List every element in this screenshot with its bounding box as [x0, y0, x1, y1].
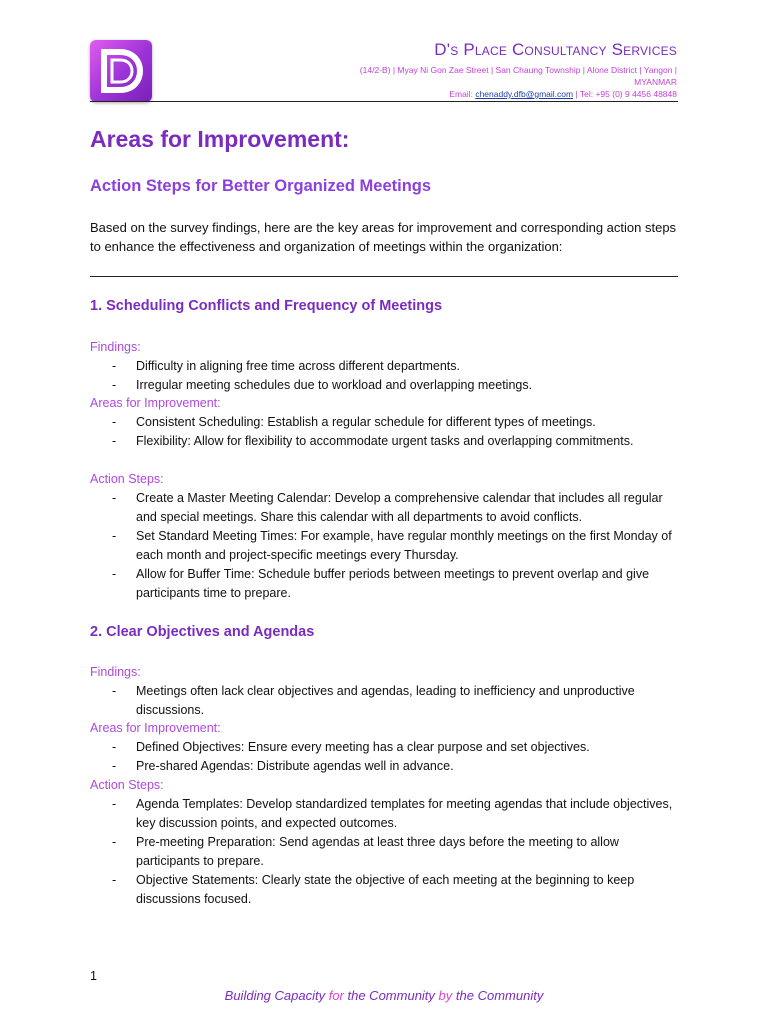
dash-bullet: -	[112, 740, 117, 754]
intro-paragraph: Based on the survey findings, here are the key areas for improvement and corresponding action steps to enhance the effectiveness and organization of meetings within the organization:	[90, 220, 677, 254]
section-heading: 1. Scheduling Conflicts and Frequency of Meetings	[90, 298, 443, 314]
list-item	[90, 489, 682, 527]
findings-label: Findings:	[90, 340, 141, 354]
list-item	[90, 376, 682, 395]
list-item-text: Difficulty in aligning free time across different departments.	[136, 359, 460, 373]
action-steps-label: Action Steps:	[90, 778, 164, 792]
dash-bullet: -	[112, 434, 117, 448]
action-steps-list	[90, 795, 682, 909]
dash-bullet: -	[112, 529, 117, 543]
findings-label: Findings:	[90, 665, 141, 679]
dash-bullet: -	[112, 359, 117, 373]
footer-tagline	[0, 988, 768, 1003]
telephone: | Tel: +95 (0) 9 4456 48848	[573, 89, 677, 99]
dash-bullet: -	[112, 684, 117, 698]
areas-label: Areas for Improvement:	[90, 396, 221, 410]
organization-name: D's Place Consultancy Services	[434, 40, 677, 59]
list-item-text: Allow for Buffer Time: Schedule buffer periods between meetings to prevent overlap and give participants time to prepare.	[136, 567, 650, 600]
footer-text: the Community	[452, 988, 544, 1003]
header-divider	[90, 101, 678, 102]
company-logo	[90, 40, 152, 102]
list-item-text: Flexibility: Allow for flexibility to accommodate urgent tasks and overlapping commitments.	[136, 434, 634, 448]
list-item	[90, 833, 682, 871]
section-heading: 2. Clear Objectives and Agendas	[90, 624, 315, 640]
list-item	[90, 757, 682, 776]
areas-label: Areas for Improvement:	[90, 721, 221, 735]
findings-list	[90, 682, 682, 720]
areas-list	[90, 413, 682, 451]
page-title: Areas for Improvement:	[90, 126, 350, 152]
dash-bullet: -	[112, 415, 117, 429]
list-item-text: Defined Objectives: Ensure every meeting has a clear purpose and set objectives.	[136, 740, 590, 754]
list-item	[90, 357, 682, 376]
email-link[interactable]: chenaddy.dfb@gmail.com	[475, 89, 574, 99]
list-item-text: Set Standard Meeting Times: For example, have regular monthly meetings on the first Monday of each month and project-specific meetings every Thursday.	[136, 529, 672, 562]
footer-text: Building Capacity	[224, 988, 329, 1003]
dash-bullet: -	[112, 797, 117, 811]
footer-highlight: by	[438, 988, 453, 1003]
organization-info	[357, 40, 677, 100]
action-steps-label: Action Steps:	[90, 472, 164, 486]
dash-bullet: -	[112, 378, 117, 392]
dash-bullet: -	[112, 873, 117, 887]
email-label: Email:	[449, 89, 473, 99]
list-item-text: Pre-meeting Preparation: Send agendas at least three days before the meeting to allow participants to prepare.	[136, 835, 619, 868]
page-number: 1	[90, 969, 97, 983]
list-item-text: Agenda Templates: Develop standardized templates for meeting agendas that include objectives, key discussion points, and expected outcomes.	[136, 797, 673, 830]
organization-contact	[357, 88, 677, 100]
dash-bullet: -	[112, 491, 117, 505]
list-item-text: Meetings often lack clear objectives and agendas, leading to inefficiency and unproductive discussions.	[136, 684, 635, 717]
list-item	[90, 565, 682, 603]
section-divider	[90, 276, 678, 277]
list-item	[90, 527, 682, 565]
list-item	[90, 871, 682, 909]
areas-list	[90, 738, 682, 776]
footer-highlight: for	[328, 988, 344, 1003]
dash-bullet: -	[112, 759, 117, 773]
list-item	[90, 432, 682, 451]
list-item-text: Consistent Scheduling: Establish a regular schedule for different types of meetings.	[136, 415, 596, 429]
footer-text: the Community	[343, 988, 439, 1003]
dash-bullet: -	[112, 835, 117, 849]
list-item	[90, 738, 682, 757]
dash-bullet: -	[112, 567, 117, 581]
organization-address: (14/2-B) | Myay Ni Gon Zae Street | San Chaung Township | Alone District | Yangon | MYANMAR	[359, 65, 677, 87]
list-item	[90, 413, 682, 432]
list-item	[90, 795, 682, 833]
list-item-text: Pre-shared Agendas: Distribute agendas well in advance.	[136, 759, 454, 773]
list-item-text: Irregular meeting schedules due to workload and overlapping meetings.	[136, 378, 533, 392]
findings-list	[90, 357, 682, 395]
list-item-text: Create a Master Meeting Calendar: Develop a comprehensive calendar that includes all regular and special meetings. Share this calendar with all departments to avoid conflicts.	[136, 491, 663, 524]
list-item-text: Objective Statements: Clearly state the objective of each meeting at the beginning to keep discussions focused.	[136, 873, 635, 906]
page-subtitle: Action Steps for Better Organized Meetings	[90, 177, 432, 195]
action-steps-list	[90, 489, 682, 603]
list-item	[90, 682, 682, 720]
